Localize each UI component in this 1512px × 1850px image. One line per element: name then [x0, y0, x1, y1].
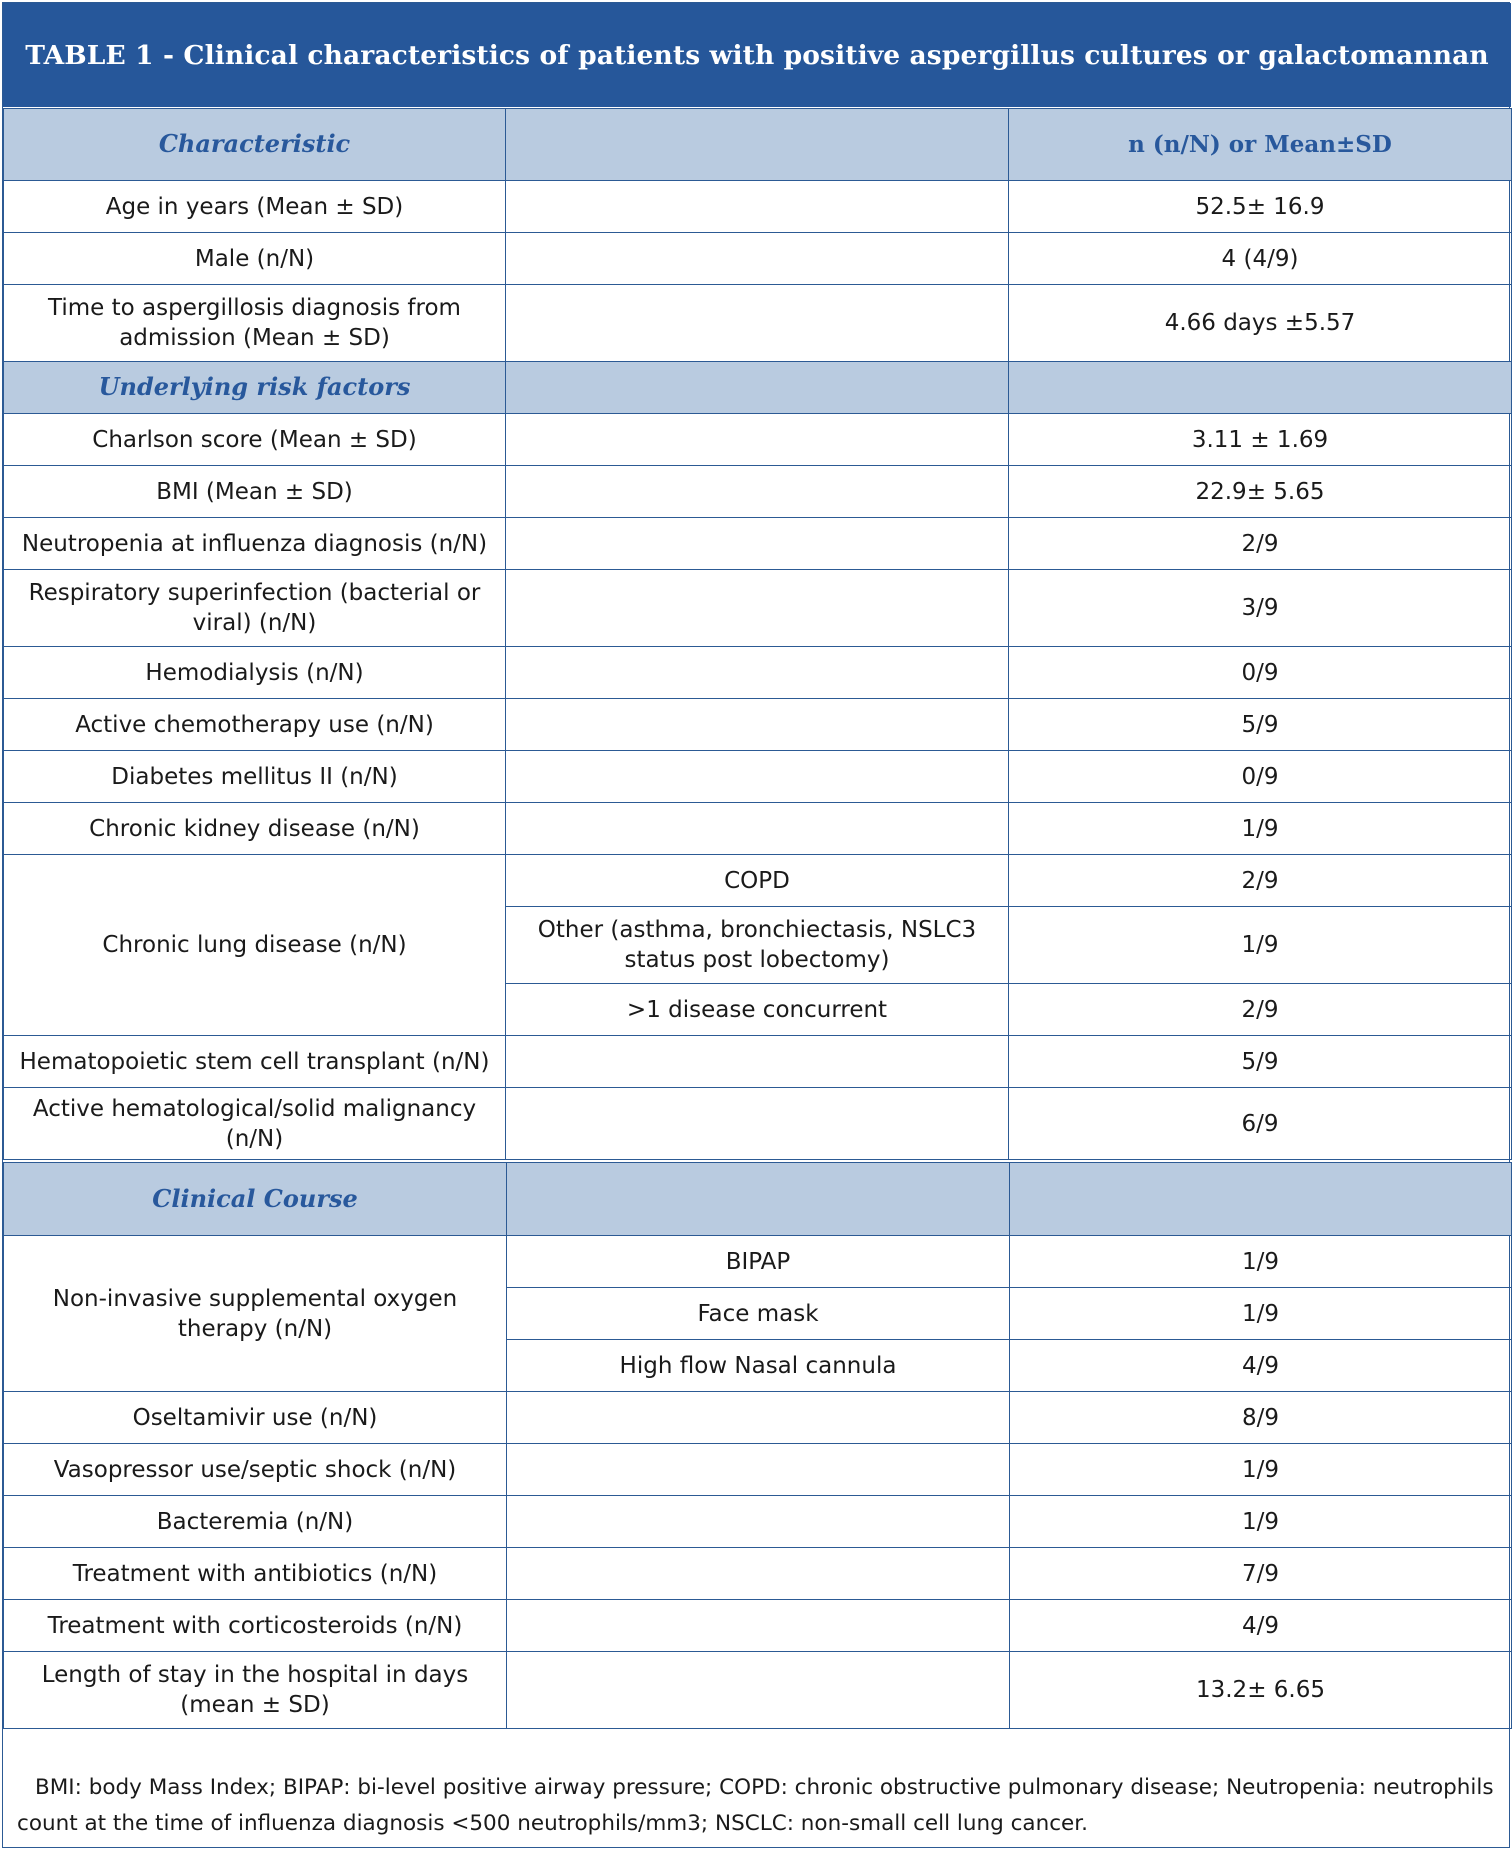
row-value: 4/9 [1010, 1340, 1512, 1392]
row-label: Treatment with antibiotics (n/N) [4, 1548, 507, 1600]
table-footnote: BMI: body Mass Index; BIPAP: bi-level positive airway pressure; COPD: chronic obstructive pulmonary disease; Neutropenia: neutrophils count at the time of influenza diagnosis <500 neutrophils/mm3; NSCLC: non-small cell lung cancer. [17, 1775, 1494, 1836]
characteristics-table [3, 108, 1512, 1160]
row-value: 2/9 [1009, 518, 1512, 570]
table-row [4, 1444, 1512, 1496]
table-row [4, 1652, 1512, 1729]
row-value: 1/9 [1010, 1236, 1512, 1288]
row-label: Time to aspergillosis diagnosis from admission (Mean ± SD) [4, 285, 506, 362]
table-title: TABLE 1 - Clinical characteristics of patients with positive aspergillus cultures or galactomannan [3, 3, 1511, 107]
section-header-row [4, 1163, 1512, 1236]
row-value: 3.11 ± 1.69 [1009, 414, 1512, 466]
row-value: 22.9± 5.65 [1009, 466, 1512, 518]
row-label: Age in years (Mean ± SD) [4, 181, 506, 233]
table-row [4, 855, 1512, 907]
table-row [4, 803, 1512, 855]
row-value: 4 (4/9) [1009, 233, 1512, 285]
table-row [4, 1600, 1512, 1652]
row-value: 1/9 [1009, 907, 1512, 984]
table-row [4, 518, 1512, 570]
table-row [4, 285, 1512, 362]
row-value: 13.2± 6.65 [1010, 1652, 1512, 1729]
row-label: Hematopoietic stem cell transplant (n/N) [4, 1036, 506, 1088]
row-label: Oseltamivir use (n/N) [4, 1392, 507, 1444]
sub-label: BIPAP [507, 1236, 1010, 1288]
row-value: 0/9 [1009, 751, 1512, 803]
table-row [4, 1496, 1512, 1548]
table-row [4, 647, 1512, 699]
sub-label: High flow Nasal cannula [507, 1340, 1010, 1392]
row-value: 5/9 [1009, 699, 1512, 751]
row-value: 52.5± 16.9 [1009, 181, 1512, 233]
row-label: Chronic lung disease (n/N) [4, 855, 506, 1036]
row-label: Diabetes mellitus II (n/N) [4, 751, 506, 803]
row-value: 1/9 [1010, 1496, 1512, 1548]
table-row [4, 1392, 1512, 1444]
row-value: 0/9 [1009, 647, 1512, 699]
row-label: Respiratory superinfection (bacterial or viral) (n/N) [4, 570, 506, 647]
table-header-row [4, 109, 1512, 181]
table-row [4, 1548, 1512, 1600]
table-row [4, 466, 1512, 518]
row-label: Active hematological/solid malignancy (n/N) [4, 1088, 506, 1160]
row-label: Chronic kidney disease (n/N) [4, 803, 506, 855]
table-row [4, 699, 1512, 751]
table-frame [2, 2, 1510, 1848]
row-value: 1/9 [1009, 803, 1512, 855]
row-value: 4.66 days ±5.57 [1009, 285, 1512, 362]
row-value: 2/9 [1009, 855, 1512, 907]
section-clinical-course: Clinical Course [152, 1183, 358, 1213]
sub-label: >1 disease concurrent [506, 984, 1009, 1036]
row-label: BMI (Mean ± SD) [4, 466, 506, 518]
table-row [4, 181, 1512, 233]
table-row [4, 1036, 1512, 1088]
row-label: Treatment with corticosteroids (n/N) [4, 1600, 507, 1652]
row-value: 6/9 [1009, 1088, 1512, 1160]
table-row [4, 233, 1512, 285]
value-header: n (n/N) or Mean±SD [1128, 130, 1392, 158]
characteristic-header: Characteristic [158, 129, 351, 158]
empty-cell [506, 109, 1009, 181]
row-label: Bacteremia (n/N) [4, 1496, 507, 1548]
section-header-row [4, 362, 1512, 414]
table-row [4, 751, 1512, 803]
row-value: 5/9 [1009, 1036, 1512, 1088]
sub-label: COPD [506, 855, 1009, 907]
sub-label: Other (asthma, bronchiectasis, NSLC3 status post lobectomy) [506, 907, 1009, 984]
row-label: Male (n/N) [4, 233, 506, 285]
row-label: Neutropenia at influenza diagnosis (n/N) [4, 518, 506, 570]
row-value: 1/9 [1010, 1288, 1512, 1340]
table-row [4, 1236, 1512, 1288]
table-row [4, 1088, 1512, 1160]
row-value: 8/9 [1010, 1392, 1512, 1444]
row-value: 1/9 [1010, 1444, 1512, 1496]
row-value: 3/9 [1009, 570, 1512, 647]
row-label: Non-invasive supplemental oxygen therapy (n/N) [4, 1236, 507, 1392]
table-row [4, 570, 1512, 647]
row-value: 7/9 [1010, 1548, 1512, 1600]
clinical-course-table [3, 1162, 1512, 1729]
row-value: 4/9 [1010, 1600, 1512, 1652]
section-risk-factors: Underlying risk factors [98, 372, 411, 401]
sub-label: Face mask [507, 1288, 1010, 1340]
row-label: Charlson score (Mean ± SD) [4, 414, 506, 466]
row-label: Hemodialysis (n/N) [4, 647, 506, 699]
row-label: Active chemotherapy use (n/N) [4, 699, 506, 751]
row-label: Length of stay in the hospital in days (mean ± SD) [4, 1652, 507, 1729]
row-value: 2/9 [1009, 984, 1512, 1036]
table-row [4, 414, 1512, 466]
row-label: Vasopressor use/septic shock (n/N) [4, 1444, 507, 1496]
